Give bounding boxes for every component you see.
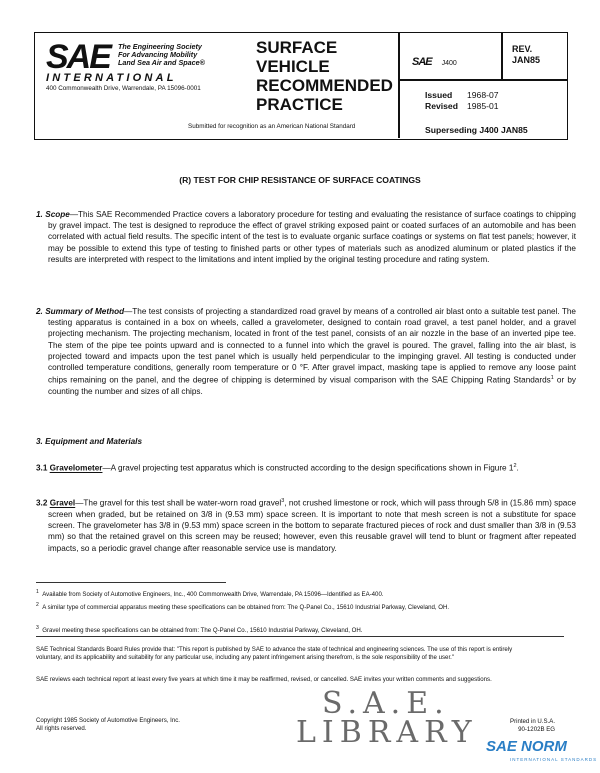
standard-number: SAE J400 (412, 56, 457, 68)
header-divider-rev (501, 33, 503, 80)
policy-rules-text: SAE Technical Standards Board Rules provide that: "This report is published by SAE to advance the state of technical and engineering sciences. The use of this report is entirely voluntary, and its applicability and suitability for any particular use, including any patent infringement arising therefrom, is the sole responsibility of the user." (36, 646, 513, 661)
copyright: Copyright 1985 Society of Automotive Engineers, Inc. All rights reserved. (36, 717, 180, 732)
submitted-note: Submitted for recognition as an American National Standard (188, 123, 356, 130)
header-divider-vertical (398, 33, 400, 138)
sae-logo: SAE (46, 38, 110, 76)
print-info: Printed in U.S.A. 90-1202B EG (510, 718, 556, 733)
issue-dates: Issued 1968-07 Revised 1985-01 (425, 90, 499, 111)
superseding-note: Superseding J400 JAN85 (425, 125, 528, 135)
international-label: INTERNATIONAL (46, 72, 177, 84)
section-scope: 1. Scope—This SAE Recommended Practice covers a laboratory procedure for testing and evaluating the resistance of surface coatings to chipping by gravel impact. The test is designed to reproduce the effect of gravel striking exposed paint or coated surfaces of an automobile and has been correlated with actual field results. The specific intent of the test is to evaluate organic surface coatings or systems on flat test panels; however, it may be possible to extend this type of testing to finished parts or other types of materials such as anodized aluminum or plated plastics if the results are interpreted with respect to the limitations and intent implied by the original testing procedure and rating system. (36, 210, 576, 264)
footnote-2: $^2$ A similar type of commercial apparatus meeting these specifications can be obtained from: The Q-Panel Co., 15610 Industrial Parkway, Cleveland, OH. (36, 602, 450, 612)
footnote-rule (36, 582, 226, 583)
footnote-1: $^1$ Available from Society of Automotive Engineers, Inc., 400 Commonwealth Drive, Warrendale, PA 15096—Identified as EA-400. (36, 589, 384, 599)
document-type: SURFACE VEHICLE RECOMMENDED PRACTICE (256, 38, 393, 114)
revision-block: REV. JAN85 (512, 44, 541, 65)
policy-review-text: SAE reviews each technical report at least every five years at which time it may be reaffirmed, revised, or cancelled. SAE invites your written comments and suggestions. (36, 676, 492, 683)
policy-rule (36, 636, 564, 637)
section-summary-of-method: 2. Summary of Method—The test consists of projecting a standardized road gravel by means of a controlled air blast onto a suitable test panel. The testing apparatus is contained in a box on wheels, called a gravelometer, designed to contain road gravel, a test panel holder, and a gravel projecting mechanism. The projecting mechanism, located in front of the test panel, consists of an air nozzle in the base of an inverted pipe tee. The stem of the pipe tee points upward and is connected to a funnel into which the gravel is poured. The gravel, falling into the air blast, is projected toward and impacts upon the test panel which is usually held perpendicular to the impinging gravel. All testing is conducted under controlled temperature conditions, generally room temperature or 0 °F. After gravel impact, masking tape is applied to remove any loose paint chips remaining on the panel, and the degree of chipping is determined by visual comparison with the SAE Chipping Rating Standards$^1$ or by counting the number and sizes of all chips. (36, 307, 576, 397)
library-stamp-line1: S.A.E. (322, 686, 450, 721)
document-title: (R) TEST FOR CHIP RESISTANCE OF SURFACE COATINGS (179, 175, 421, 185)
section-gravel: 3.2 Gravel—The gravel for this test shall be water-worn road gravel$^3$, not crushed limestone or rock, which will pass through 5/8 in (15.86 mm) space screen when graded, but be retained on 3/8 in (9.53 mm) space screen. It is important to note that mesh screen is not a substitute for space screen. The gravelometer has 3/8 in (9.53 mm) space screen in the bottom to separate fractured pieces of rock and dust smaller than 3/8 in (9.53 mm) so that the retained gravel on this screen may be reused; however, even this reusable gravel will tend to blunt or fragment after repeated impacts, so a periodic gravel change after reasonable service use is mandatory. (36, 498, 576, 553)
library-stamp-line2: LIBRARY (296, 715, 478, 750)
header-divider-horizontal (398, 79, 567, 81)
sae-norm-watermark: SAE NORM (486, 738, 567, 755)
sae-address: 400 Commonwealth Drive, Warrendale, PA 15096-0001 (46, 85, 201, 92)
section-equipment-heading: 3. Equipment and Materials (36, 437, 143, 446)
footnote-3: $^3$ Gravel meeting these specifications can be obtained from: The Q-Panel Co., 15610 Industrial Parkway, Cleveland, OH. (36, 625, 363, 635)
sae-mark: SAE (412, 56, 432, 68)
sae-norm-watermark-sub: INTERNATIONAL STANDARDS (510, 757, 598, 762)
section-gravelometer: 3.1 Gravelometer—A gravel projecting test apparatus which is constructed according to the design specifications shown in Figure $1^2$. (36, 463, 519, 473)
society-tagline: The Engineering Society For Advancing Mobility Land Sea Air and Space® (118, 42, 205, 67)
